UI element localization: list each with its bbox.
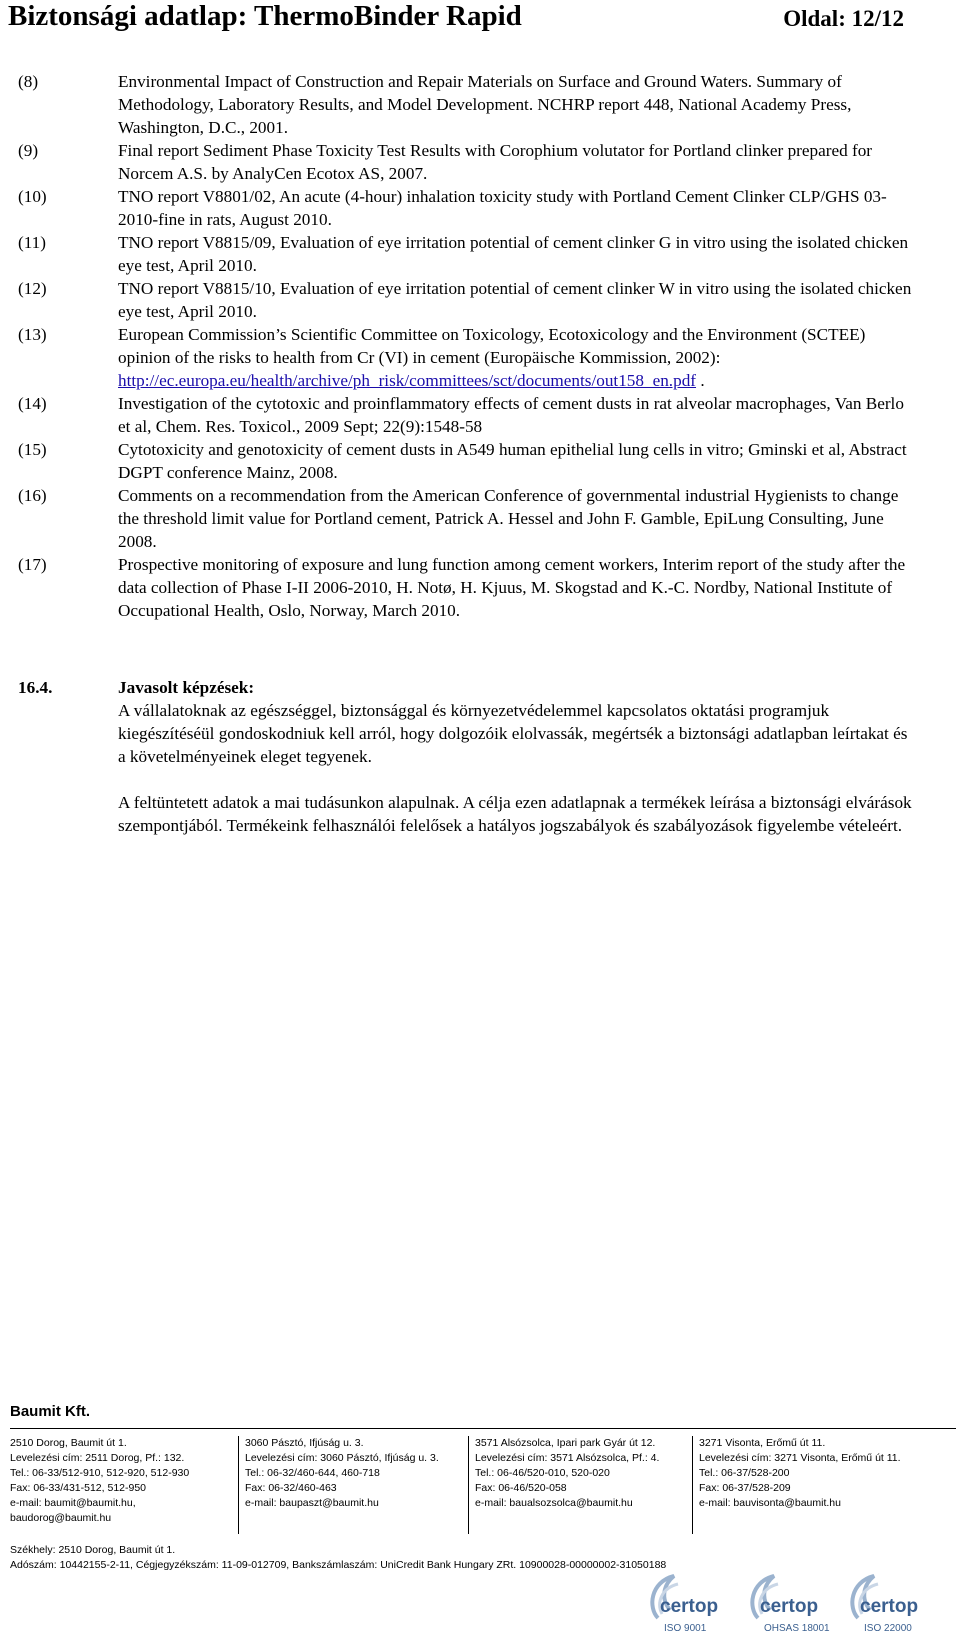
address-line: Levelezési cím: 3271 Visonta, Erőmű út 11.: [699, 1452, 901, 1464]
section-paragraph: A feltüntetett adatok a mai tudásunkon alapulnak. A célja ezen adatlapnak a termékek leírása a biztonsági elvárások szempontjából. Termékeink felhasználói felelősek a hatályos jogszabályok és szabályozások figyelembe vételeért.: [118, 793, 912, 835]
certop-logo: [740, 1568, 836, 1638]
reference-text: Comments on a recommendation from the American Conference of governmental industrial Hygienists to change the threshold limit value for Portland cement, Patrick A. Hessel and John F. Gamble, EpiLung Consulting, June 2008.: [118, 486, 899, 551]
reference-item: [18, 484, 918, 553]
document-title: Biztonsági adatlap: ThermoBinder Rapid: [8, 0, 522, 32]
section-number: 16.4.: [18, 678, 53, 697]
certification-logos: [640, 1568, 940, 1638]
reference-trailing: .: [696, 371, 705, 390]
company-seat: Székhely: 2510 Dorog, Baumit út 1.: [10, 1544, 176, 1556]
page-footer: [10, 1403, 960, 1571]
address-line: Tel.: 06-46/520-010, 520-020: [475, 1467, 610, 1479]
cert-standard: OHSAS 18001: [764, 1623, 830, 1634]
footer-divider: [10, 1428, 956, 1429]
address-line: 3060 Pásztó, Ifjúság u. 3.: [245, 1437, 364, 1449]
cert-brand: certop: [660, 1596, 719, 1617]
reference-number: (11): [18, 233, 46, 252]
address-line: baudorog@baumit.hu: [10, 1512, 112, 1524]
reference-text: TNO report V8801/02, An acute (4-hour) inhalation toxicity study with Portland Cement Clinker CLP/GHS 03-2010-fine in rats, August 2010.: [118, 187, 887, 229]
address-line: 3571 Alsózsolca, Ipari park Gyár út 12.: [475, 1437, 656, 1449]
address-alsozsolca: [468, 1436, 693, 1534]
address-line: e-mail: baupaszt@baumit.hu: [245, 1497, 379, 1509]
reference-link[interactable]: http://ec.europa.eu/health/archive/ph_risk/committees/sct/documents/out158_en.pdf: [118, 371, 697, 390]
reference-number: (13): [18, 325, 47, 344]
address-line: Levelezési cím: 2511 Dorog, Pf.: 132.: [10, 1452, 185, 1464]
reference-item: [18, 277, 918, 323]
section-paragraph: A vállalatoknak az egészséggel, biztonsággal és környezetvédelemmel kapcsolatos oktatási programjuk kiegészítéséül gondoskodniuk kell arról, hogy dolgozóik elolvassák, megértsék a biztonsági adatlapban leírtakat és a követelményeinek eleget tegyenek.: [118, 701, 908, 766]
address-line: Tel.: 06-37/528-200: [699, 1467, 790, 1479]
reference-number: (16): [18, 486, 47, 505]
cert-brand: certop: [860, 1596, 919, 1617]
section-title: Javasolt képzések:: [118, 678, 255, 697]
reference-item: [18, 438, 918, 484]
certop-logo: [640, 1568, 736, 1638]
reference-number: (9): [18, 141, 39, 160]
reference-text: Cytotoxicity and genotoxicity of cement dusts in A549 human epithelial lung cells in vitro; Gminski et al, Abstract DGPT conference Mainz, 2008.: [118, 440, 907, 482]
certop-logo: [840, 1568, 936, 1638]
reference-number: (10): [18, 187, 47, 206]
reference-number: (8): [18, 72, 39, 91]
address-paszto: [238, 1436, 470, 1534]
page-header: [8, 0, 904, 36]
footer-addresses: [10, 1436, 956, 1534]
reference-item: [18, 323, 918, 392]
address-line: 2510 Dorog, Baumit út 1.: [10, 1437, 127, 1449]
reference-item: [18, 139, 918, 185]
reference-item: [18, 70, 918, 139]
address-visonta: [692, 1436, 951, 1534]
section-body: [118, 676, 918, 837]
company-registration: Adószám: 10442155-2-11, Cégjegyzékszám: 11-09-012709, Bankszámlaszám: UniCredit Bank Hungary ZRt. 10900028-00000002-31050188: [10, 1559, 667, 1571]
address-line: Fax: 06-46/520-058: [475, 1482, 567, 1494]
address-line: e-mail: baualsozsolca@baumit.hu: [475, 1497, 633, 1509]
reference-number: (17): [18, 555, 47, 574]
address-line: Levelezési cím: 3060 Pásztó, Ifjúság u. 3.: [245, 1452, 439, 1464]
address-line: Fax: 06-32/460-463: [245, 1482, 337, 1494]
address-line: e-mail: bauvisonta@baumit.hu: [699, 1497, 841, 1509]
reference-item: [18, 392, 918, 438]
training-section: [18, 676, 918, 837]
address-line: Fax: 06-33/431-512, 512-950: [10, 1482, 147, 1494]
reference-item: [18, 185, 918, 231]
address-line: Tel.: 06-32/460-644, 460-718: [245, 1467, 380, 1479]
reference-text: Prospective monitoring of exposure and lung function among cement workers, Interim report of the study after the data collection of Phase I-II 2006-2010, H. Notø, H. Kjuus, M. Skogstad and K.-C. Nordby, National Institute of Occupational Health, Oslo, Norway, March 2010.: [118, 555, 906, 620]
cert-brand: certop: [760, 1596, 819, 1617]
cert-standard: ISO 22000: [864, 1623, 912, 1634]
cert-standard: ISO 9001: [664, 1623, 707, 1634]
reference-text-block: [118, 323, 918, 392]
address-line: Fax: 06-37/528-209: [699, 1482, 791, 1494]
reference-text: Environmental Impact of Construction and Repair Materials on Surface and Ground Waters. Summary of Methodology, Laboratory Results, and Model Development. NCHRP report 448, National Academy Press, Washington, D.C., 2001.: [118, 72, 852, 137]
address-line: Tel.: 06-33/512-910, 512-920, 512-930: [10, 1467, 190, 1479]
reference-number: (15): [18, 440, 47, 459]
reference-number: (12): [18, 279, 47, 298]
reference-item: [18, 231, 918, 277]
address-line: Levelezési cím: 3571 Alsózsolca, Pf.: 4.: [475, 1452, 660, 1464]
reference-text: Investigation of the cytotoxic and proinflammatory effects of cement dusts in rat alveolar macrophages, Van Berlo et al, Chem. Res. Toxicol., 2009 Sept; 22(9):1548-58: [118, 394, 904, 436]
address-line: 3271 Visonta, Erőmű út 11.: [699, 1437, 826, 1449]
reference-number: (14): [18, 394, 47, 413]
reference-text: TNO report V8815/09, Evaluation of eye irritation potential of cement clinker G in vitro using the isolated chicken eye test, April 2010.: [118, 233, 909, 275]
address-dorog: [10, 1436, 235, 1534]
reference-text: TNO report V8815/10, Evaluation of eye irritation potential of cement clinker W in vitro using the isolated chicken eye test, April 2010.: [118, 279, 912, 321]
company-name: Baumit Kft.: [10, 1403, 90, 1420]
page-number: Oldal: 12/12: [783, 6, 904, 31]
address-line: e-mail: baumit@baumit.hu,: [10, 1497, 136, 1509]
reference-list: [18, 70, 918, 622]
reference-text: European Commission’s Scientific Committee on Toxicology, Ecotoxicology and the Environment (SCTEE) opinion of the risks to health from Cr (VI) in cement (Europäische Kommission, 2002):: [118, 325, 866, 367]
reference-text: Final report Sediment Phase Toxicity Test Results with Corophium volutator for Portland clinker prepared for Norcem A.S. by AnalyCen Ecotox AS, 2007.: [118, 141, 873, 183]
reference-item: [18, 553, 918, 622]
